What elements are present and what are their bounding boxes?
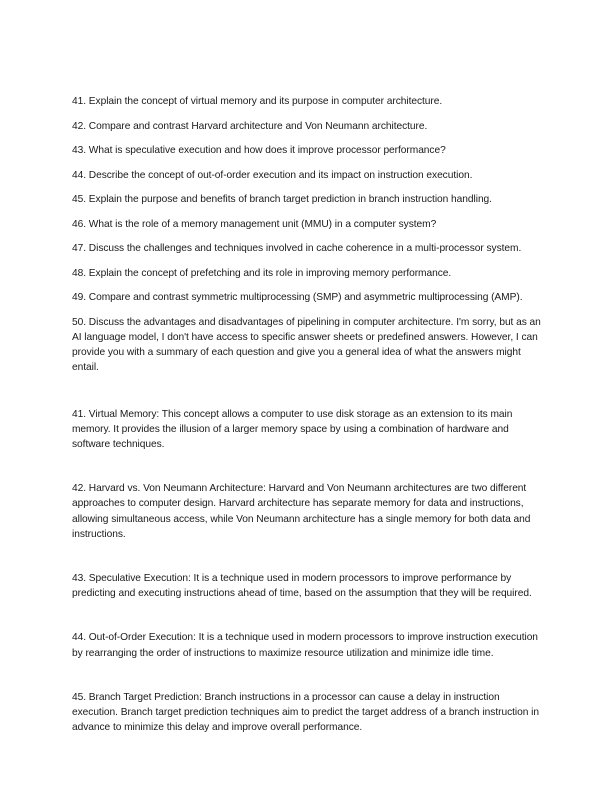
question-41: 41. Explain the concept of virtual memory and its purpose in computer architecture. (72, 96, 443, 107)
question-47: 47. Discuss the challenges and techniques involved in cache coherence in a multi-processor system. (72, 243, 522, 254)
question-43: 43. What is speculative execution and how does it improve processor performance? (72, 145, 446, 156)
answer-42: 42. Harvard vs. Von Neumann Architecture: Harvard and Von Neumann architectures are two different approaches to computer design. Harvard architecture has separate memory for data and instructions, allowing simultaneous access, while Von Neumann architecture has a single memory for both data and instructions. (72, 483, 531, 540)
question-49: 49. Compare and contrast symmetric multiprocessing (SMP) and asymmetric multiprocessing (AMP). (72, 292, 523, 303)
question-50: 50. Discuss the advantages and disadvantages of pipelining in computer architecture. I'm sorry, but as an AI language model, I don't have access to specific answer sheets or predefined answers. However, I can provide you with a summary of each question and give you a general idea of what the answers might entail. (72, 316, 541, 374)
question-42: 42. Compare and contrast Harvard architecture and Von Neumann architecture. (72, 120, 428, 132)
question-45: 45. Explain the purpose and benefits of branch target prediction in branch instruction handling. (72, 194, 492, 205)
answer-spacer (72, 452, 542, 481)
answer-44: 44. Out-of-Order Execution: It is a technique used in modern processors to improve instruction execution by rearranging the order of instructions to maximize resource utilization and minimize idle time. (72, 632, 538, 659)
answer-45: 45. Branch Target Prediction: Branch instructions in a processor can cause a delay in instruction execution. Branch target prediction techniques aim to predict the target address of a branch instruction in advance to minimize this delay and improve overall performance. (72, 691, 539, 734)
question-46: 46. What is the role of a memory management unit (MMU) in a computer system? (72, 218, 437, 230)
document-body (72, 94, 542, 735)
section-spacer (72, 385, 542, 407)
answer-41: 41. Virtual Memory: This concept allows a computer to use disk storage as an extension to its main memory. It provides the illusion of a larger memory space by using a combination of hardware and software techniques. (72, 408, 513, 451)
answer-43: 43. Speculative Execution: It is a technique used in modern processors to improve performance by predicting and executing instructions ahead of time, based on the assumption that they will be required. (72, 573, 532, 600)
question-48: 48. Explain the concept of prefetching and its role in improving memory performance. (72, 267, 452, 279)
answer-spacer (72, 542, 542, 571)
answer-spacer (72, 601, 542, 630)
question-44: 44. Describe the concept of out-of-order execution and its impact on instruction execution. (72, 169, 473, 181)
answer-spacer (72, 661, 542, 690)
